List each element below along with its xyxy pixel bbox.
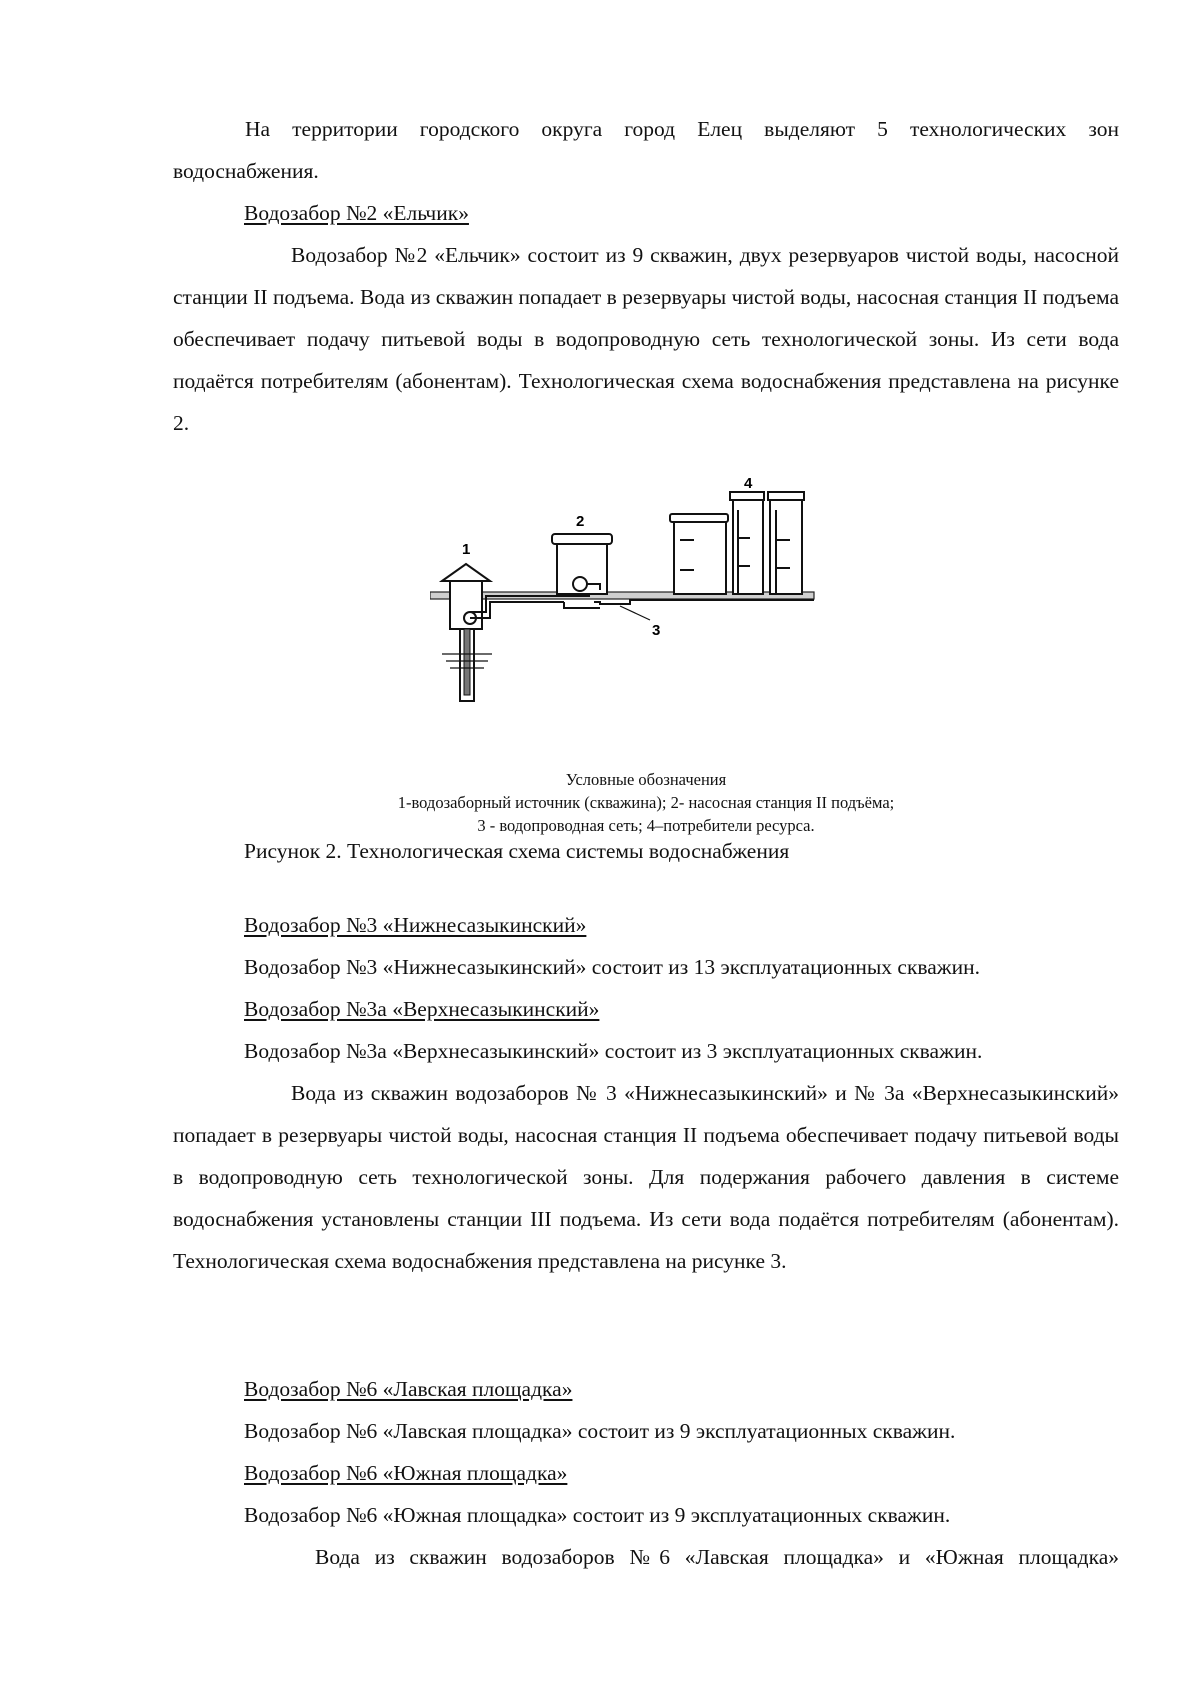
label-4: 4 (744, 478, 753, 492)
paragraph-combined-intakes: Вода из скважин водозаборов № 3 «Нижнесазыкинский» и № 3а «Верхнесазыкинский» попадает в резервуары чистой воды, насосная станция II подъема обеспечивает подачу питьевой воды в водопроводную сеть технологической зоны. Для подержания рабочего давления в системе водоснабжения установлены станции III подъема. Из сети вода подаётся потребителям (абонентам). Технологическая схема водоснабжения представлена на рисунке 3. (173, 1081, 1119, 1273)
figure-caption: Рисунок 2. Технологическая схема системы водоснабжения (244, 839, 790, 863)
label-1: 1 (462, 541, 471, 558)
heading-nizhnesazykinsky: Водозабор №3 «Нижнесазыкинский» (244, 913, 587, 937)
legend-line-2: 3 - водопроводная сеть; 4–потребители ресурса. (477, 816, 815, 835)
paragraph-last: Вода из скважин водозаборов №6 «Лавская площадка» и «Южная площадка» (315, 1545, 1119, 1569)
legend-line-1: 1-водозаборный источник (скважина); 2- насосная станция II подъёма; (397, 793, 895, 812)
heading-verkhnesazykinsky: Водозабор №3а «Верхнесазыкинский» (244, 997, 600, 1021)
pumping-station-icon (552, 534, 612, 594)
heading-elchik: Водозабор №2 «Ельчик» (244, 201, 469, 225)
paragraph-elchik: Водозабор №2 «Ельчик» состоит из 9 скважин, двух резервуаров чистой воды, насосной станции II подъема. Вода из скважин попадает в резервуары чистой воды, насосная станция II подъема обеспечивает подачу питьевой воды в водопроводную сеть технологической зоны. Из сети вода подаётся потребителям (абонентам). Технологическая схема водоснабжения представлена на рисунке 2. (173, 243, 1119, 435)
label-2: 2 (576, 513, 585, 530)
heading-lavskaya: Водозабор №6 «Лавская площадка» (244, 1377, 573, 1401)
paragraph-lavskaya: Водозабор №6 «Лавская площадка» состоит из 9 эксплуатационных скважин. (244, 1419, 956, 1443)
legend-title: Условные обозначения (565, 770, 727, 789)
well-icon (442, 564, 492, 701)
water-supply-scheme-diagram (430, 478, 820, 718)
consumer-buildings-icon (670, 492, 804, 594)
paragraph-verkhnesazykinsky: Водозабор №3а «Верхнесазыкинский» состоит из 3 эксплуатационных скважин. (244, 1039, 983, 1063)
heading-yuzhnaya: Водозабор №6 «Южная площадка» (244, 1461, 568, 1485)
paragraph-nizhnesazykinsky: Водозабор №3 «Нижнесазыкинский» состоит из 13 эксплуатационных скважин. (244, 955, 981, 979)
paragraph-intro: На территории городского округа город Елец выделяют 5 технологических зон водоснабжения. (173, 117, 1119, 183)
label-3: 3 (652, 622, 661, 639)
paragraph-yuzhnaya: Водозабор №6 «Южная площадка» состоит из 9 эксплуатационных скважин. (244, 1503, 951, 1527)
